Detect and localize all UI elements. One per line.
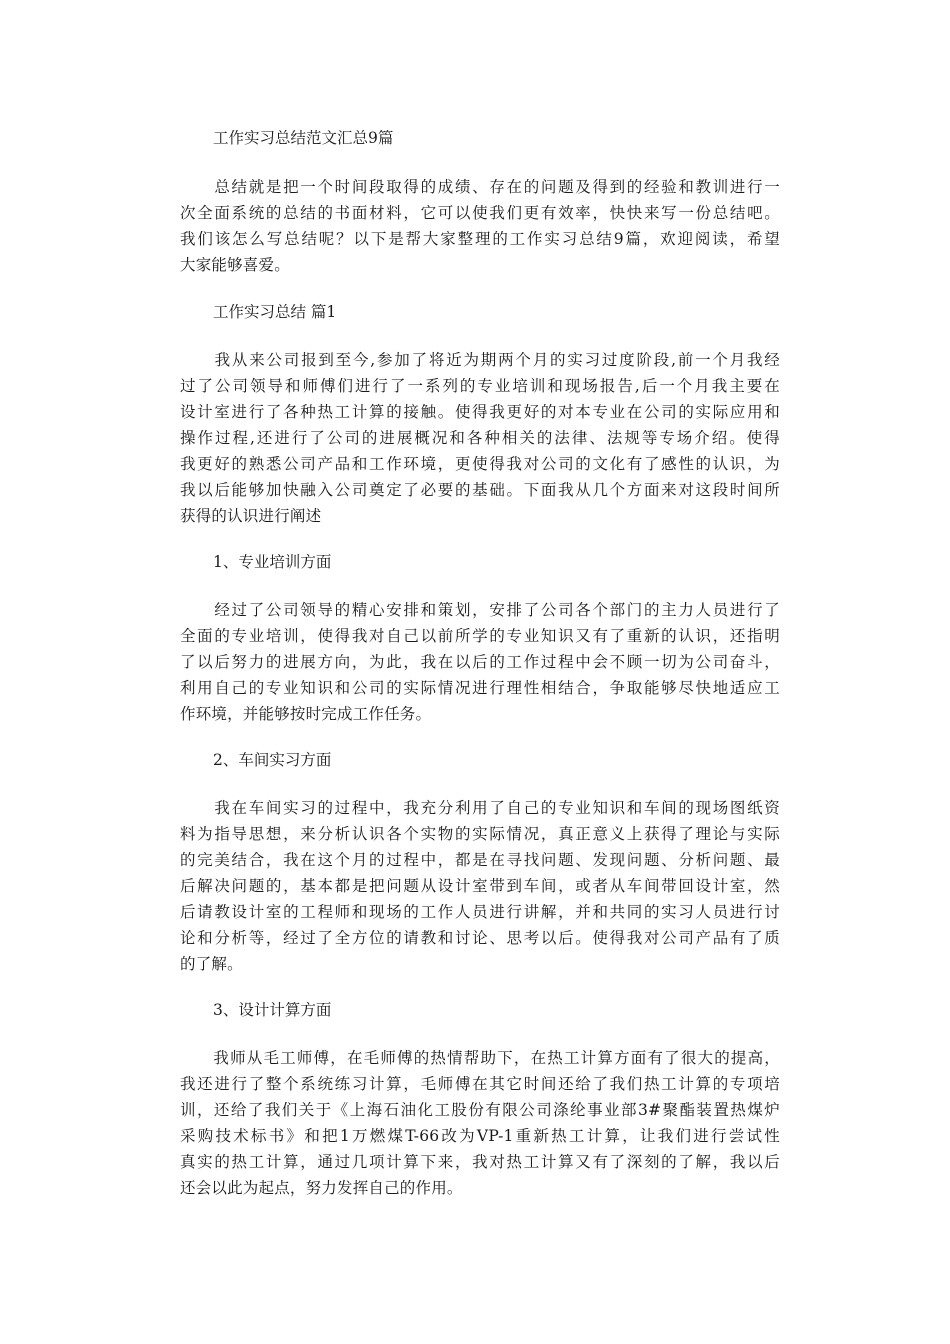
intro-line: 总结就是把一个时间段取得的成绩、存在的问题及得到的经验和教训进行一 [180,178,780,196]
subsection-2-line: 我在车间实习的过程中，我充分利用了自己的专业知识和车间的现场图纸资 [180,799,780,817]
subsection-2-title: 2、车间实习方面 [213,751,332,769]
subsection-1-line: 作环境，并能够按时完成工作任务。 [180,705,432,723]
section-1-line: 我从来公司报到至今,参加了将近为期两个月的实习过度阶段,前一个月我经 [180,351,780,369]
subsection-3-line: 我师从毛工师傅，在毛师傅的热情帮助下，在热工计算方面有了很大的提高， [180,1049,780,1067]
subsection-2-line: 料为指导思想，来分析认识各个实物的实际情况，真正意义上获得了理论与实际 [180,825,780,843]
subsection-3-line: 我还进行了整个系统练习计算，毛师傅在其它时间还给了我们热工计算的专项培 [180,1075,780,1093]
section-1-line: 获得的认识进行阐述 [180,507,322,525]
subsection-2-line: 论和分析等，经过了全方位的请教和讨论、思考以后。使得我对公司产品有了质 [180,929,780,947]
subsection-3-line: 还会以此为起点，努力发挥自己的作用。 [180,1179,463,1197]
subsection-2-line: 的了解。 [180,955,243,973]
section-1-line: 设计室进行了各种热工计算的接触。使得我更好的对本专业在公司的实际应用和 [180,403,780,421]
intro-line: 我们该怎么写总结呢？以下是帮大家整理的工作实习总结9篇，欢迎阅读，希望 [180,230,780,248]
subsection-1-title: 1、专业培训方面 [213,553,332,571]
subsection-3-line: 训，还给了我们关于《上海石油化工股份有限公司涤纶事业部3#聚酯装置热煤炉 [180,1101,780,1119]
section-1-title: 工作实习总结 篇1 [213,303,337,321]
section-1-line: 我以后能够加快融入公司奠定了必要的基础。下面我从几个方面来对这段时间所 [180,481,780,499]
subsection-2-line: 后请教设计室的工程师和现场的工作人员进行讲解，并和共同的实习人员进行讨 [180,903,780,921]
subsection-2-line: 的完美结合，我在这个月的过程中，都是在寻找问题、发现问题、分析问题、最 [180,851,780,869]
subsection-3-title: 3、设计计算方面 [213,1001,332,1019]
subsection-2-line: 后解决问题的，基本都是把问题从设计室带到车间，或者从车间带回设计室，然 [180,877,780,895]
subsection-1-line: 了以后努力的进展方向，为此，我在以后的工作过程中会不顾一切为公司奋斗， [180,653,780,671]
document-title: 工作实习总结范文汇总9篇 [213,129,394,147]
intro-line: 次全面系统的总结的书面材料，它可以使我们更有效率，快快来写一份总结吧。 [180,204,780,222]
subsection-1-line: 利用自己的专业知识和公司的实际情况进行理性相结合，争取能够尽快地适应工 [180,679,780,697]
section-1-line: 过了公司领导和师傅们进行了一系列的专业培训和现场报告,后一个月我主要在 [180,377,780,395]
section-1-line: 操作过程,还进行了公司的进展概况和各种相关的法律、法规等专场介绍。使得 [180,429,780,447]
section-1-line: 我更好的熟悉公司产品和工作环境，更使得我对公司的文化有了感性的认识，为 [180,455,780,473]
intro-line: 大家能够喜爱。 [180,256,290,274]
subsection-3-line: 采购技术标书》和把1万燃煤T-66改为VP-1重新热工计算，让我们进行尝试性 [180,1127,780,1145]
subsection-1-line: 经过了公司领导的精心安排和策划，安排了公司各个部门的主力人员进行了 [180,601,780,619]
subsection-3-line: 真实的热工计算，通过几项计算下来，我对热工计算又有了深刻的了解，我以后 [180,1153,780,1171]
subsection-1-line: 全面的专业培训，使得我对自己以前所学的专业知识又有了重新的认识，还指明 [180,627,780,645]
